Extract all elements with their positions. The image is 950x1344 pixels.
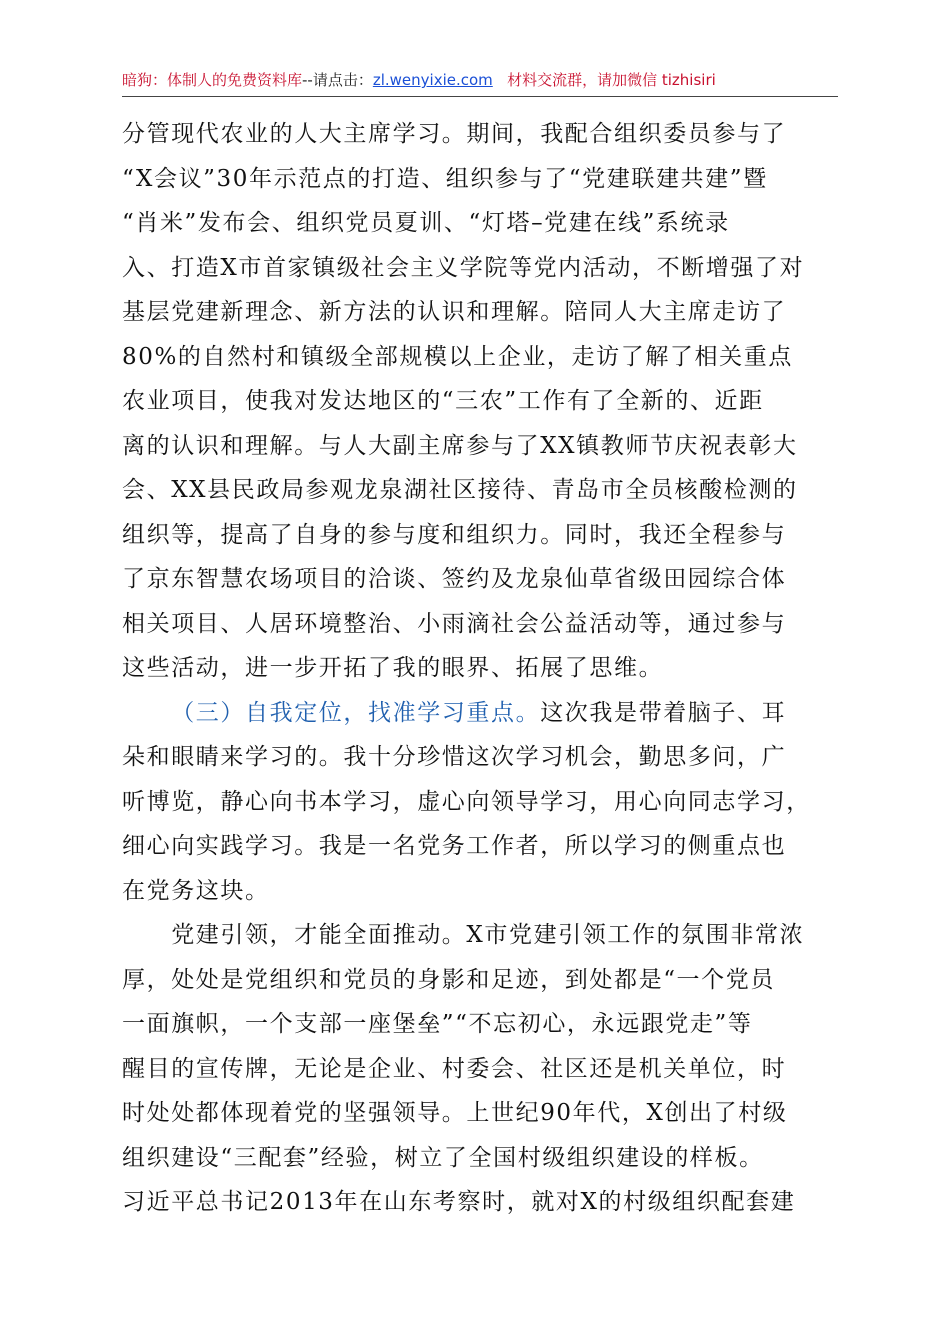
- text-line: 细心向实践学习。我是一名党务工作者，所以学习的侧重点也: [122, 833, 787, 859]
- text-line: “X会议”30年示范点的打造、组织参与了“党建联建共建”暨: [122, 165, 768, 192]
- paragraph-2-first-line-text: 党建引领，才能全面推动。X市党建引领工作的氛围非常浓: [171, 922, 805, 948]
- section-3-first-line: [122, 691, 854, 736]
- text-line: 分管现代农业的人大主席学习。期间，我配合组织委员参与了: [122, 121, 787, 147]
- text-line: 了京东智慧农场项目的洽谈、签约及龙泉仙草省级田园综合体: [122, 566, 787, 592]
- text-line: 农业项目，使我对发达地区的“三农”工作有了全新的、近距: [122, 388, 764, 414]
- text-line: 基层党建新理念、新方法的认识和理解。陪同人大主席走访了: [122, 299, 787, 325]
- text-line: 入、打造X市首家镇级社会主义学院等党内活动，不断增强了对: [122, 254, 805, 281]
- text-line: 组织建设“三配套”经验，树立了全国村级组织建设的样板。: [122, 1144, 764, 1171]
- text-line: 一面旗帜，一个支部一座堡垒”“不忘初心，永远跟党走”等: [122, 1011, 753, 1037]
- text-line: 习近平总书记2013年在山东考察时，就对X的村级组织配套建: [122, 1189, 796, 1215]
- text-line: 会、XX县民政局参观龙泉湖社区接待、青岛市全员核酸检测的: [122, 477, 798, 503]
- header-link[interactable]: zl.wenyixie.com: [372, 71, 493, 89]
- header-click-prompt: --请点击：: [302, 71, 373, 89]
- header-wechat-note: 材料交流群，请加微信 tizhisiri: [507, 71, 716, 89]
- header-site-name: 暗狗：体制人的免费资料库: [122, 71, 303, 89]
- text-line: “肖米”发布会、组织党员夏训、“灯塔–党建在线”系统录: [122, 210, 730, 236]
- header-divider: [122, 96, 838, 97]
- text-line: 醒目的宣传牌，无论是企业、村委会、社区还是机关单位，时: [122, 1055, 787, 1082]
- section-3-first-line-rest: 这次我是带着脑子、耳: [540, 699, 787, 726]
- text-line: 厚，处处是党组织和党员的身影和足迹，到处都是“一个党员: [122, 966, 775, 993]
- document-body: [122, 112, 854, 1225]
- text-line: 这些活动，进一步开拓了我的眼界、拓展了思维。: [122, 655, 664, 681]
- text-line: 组织等，提高了自身的参与度和组织力。同时，我还全程参与: [122, 521, 787, 548]
- section-3-heading: （三）自我定位，找准学习重点。: [171, 699, 541, 726]
- text-line: 离的认识和理解。与人大副主席参与了XX镇教师节庆祝表彰大: [122, 432, 798, 459]
- text-line: 在党务这块。: [122, 877, 270, 904]
- text-line: 时处处都体现着党的坚强领导。上世纪90年代，X创出了村级: [122, 1100, 788, 1126]
- text-line: 80%的自然村和镇级全部规模以上企业，走访了解了相关重点: [122, 343, 793, 370]
- page-header: [122, 68, 838, 96]
- text-line: 听博览，静心向书本学习，虚心向领导学习，用心向同志学习，: [122, 788, 811, 815]
- text-line: 朵和眼睛来学习的。我十分珍惜这次学习机会，勤思多问，广: [122, 744, 787, 770]
- paragraph-2-first-line: [122, 913, 854, 958]
- text-line: 相关项目、人居环境整治、小雨滴社会公益活动等，通过参与: [122, 610, 787, 637]
